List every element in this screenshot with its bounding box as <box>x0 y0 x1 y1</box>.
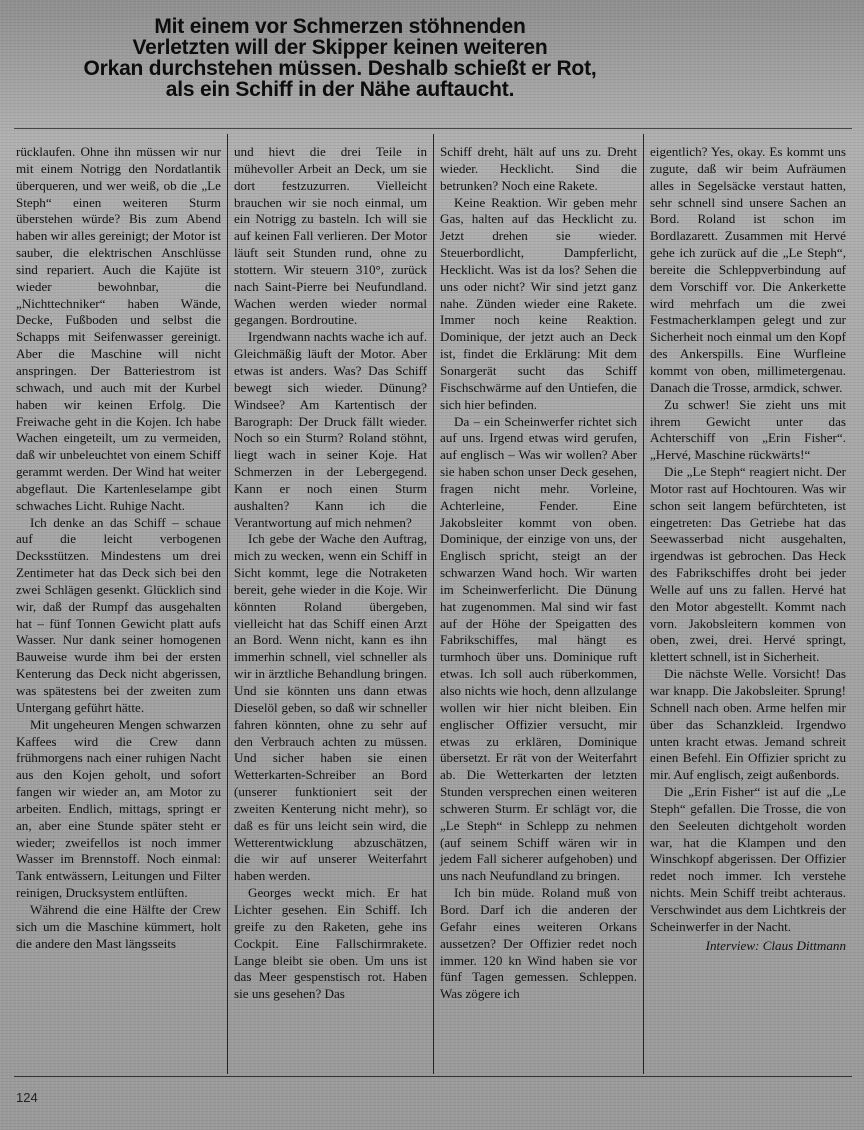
paragraph: Die nächste Welle. Vorsicht! Das war knapp. Die Jakobsleiter. Sprung! Schnell nach oben. Arme helfen mir über das Schanzkleid. Irgendwo unten kracht etwas. Jemand schreit einen Befehl. Ein Offizier spricht zu mir. Auf englisch, zeigt außenbords. <box>650 666 846 783</box>
author-credit: Interview: Claus Dittmann <box>705 937 846 953</box>
paragraph: Die „Le Steph“ reagiert nicht. Der Motor rast auf Hochtouren. Was wir schon seit langem befürchteten, ist eingetreten: Das Getriebe hat das Seewasserbad nicht ausgehalten, irgendwas ist gebrochen. Das Heck des Fabrikschiffes droht bei jeder Welle auf uns zu fallen. Hervé hat den Motor abgestellt. Kommt nach vorn. Jakobsleitern kommen von oben, zwei, drei. Hervé springt, klettert schnell, ist in Sicherheit. <box>650 464 846 665</box>
headline <box>60 16 620 100</box>
footer-rule <box>14 1076 852 1077</box>
paragraph: Keine Reaktion. Wir geben mehr Gas, halten auf das Hecklicht zu. Jetzt drehen sie wieder. Steuerbordlicht, Dampferlicht, Hecklicht. Was ist da los? Sehen die uns oder nicht? Wir sind jetzt ganz nahe. Zünden wieder eine Rakete. Immer noch keine Reaktion. Dominique, der jetzt auch an Deck ist, findet die Erklärung: Mit dem Sonargerät sucht das Schiff Fischschwärme auf den Untiefen, die sich hier befinden. <box>440 194 637 412</box>
paragraph: und hievt die drei Teile in mühevoller Arbeit an Deck, um sie dort festzuzurren. Vielleicht brauchen wir sie noch einmal, um ein Notrigg zu basteln. Ich will sie auf keinen Fall verlieren. Der Motor läuft seit Stunden rund, ohne zu stottern. Wir steuern 310°, zurück nach Saint-Pierre bei Neufundland. Wachen werden wieder normal gegangen. Bordroutine. <box>234 144 427 328</box>
paragraph: eigentlich? Yes, okay. Es kommt uns zugute, daß wir beim Aufräumen alles in Segelsäcke verstaut hatten, sehr schnell sind unsere Sachen an Bord. Roland ist schon im Bordlazarett. Zusammen mit Hervé gehe ich zurück auf die „Le Steph“, bereite die Schleppverbindung auf dem Vorschiff vor. Die Ankerkette wird mehrfach um die zwei Festmacherklampen gelegt und zur Sicherheit noch einmal um den Kopf des Ankerspills. Eine Wurfleine kommt von oben, millimetergenau. Danach die Trosse, armdick, schwer. <box>650 144 846 395</box>
paragraph: Während die eine Hälfte der Crew sich um die Maschine kümmert, holt die andere den Mast längsseits <box>16 901 221 951</box>
text-column-1 <box>14 134 227 1074</box>
paragraph: Schiff dreht, hält auf uns zu. Dreht wieder. Hecklicht. Sind die betrunken? Noch eine Rakete. <box>440 144 637 193</box>
paragraph: rücklaufen. Ohne ihn müssen wir nur mit einem Notrigg den Nordatlantik überqueren, und wer weiß, ob die „Le Steph“ einen weiteren Sturm überstehen würde? Bis zum Abend haben wir alles gereinigt; der Motor ist sauber, die elektrischen Anschlüsse sind repariert. Auch die Kajüte ist wieder bewohnbar, die „Nichttechniker“ haben Wände, Decke, Fußboden und selbst die Schapps mit Seifenwasser gereinigt. Aber die Maschine will nicht anspringen. Der Batteriestrom ist schwach, und auch mit der Kurbel haben wir keinen Erfolg. Die Freiwache geht in die Kojen. Ich habe Wachen eingeteilt, um zu vermeiden, daß wir unbeleuchtet von einem Schiff gerammt werden. Der Wind hat weiter abgeflaut. Die Kartenleselampe gibt schwaches Licht. Ruhige Nacht. <box>16 144 221 513</box>
paragraph: Mit ungeheuren Mengen schwarzen Kaffees wird die Crew dann frühmorgens nach einer ruhigen Nacht aus den Kojen geholt, und sofort fangen wir wieder an, am Motor zu arbeiten. Endlich, mittags, springt er an, aber eine Stunde später steht er wieder; zweifellos ist noch immer Wasser im Brennstoff. Noch einmal: Tank entwässern, Leitungen und Filter reinigen, Drucksystem entlüften. <box>16 716 221 901</box>
headline-line: Verletzten will der Skipper keinen weiteren <box>132 36 548 59</box>
paragraph: Zu schwer! Sie zieht uns mit ihrem Gewicht unter das Achterschiff von „Erin Fisher“. „Hervé, Maschine rückwärts!“ <box>650 396 846 463</box>
paragraph: Ich bin müde. Roland muß von Bord. Darf ich die anderen der Gefahr eines weiteren Orkans aussetzen? Der Offizier redet noch immer. 120 kn Wind haben sie vor fünf Tagen gemessen. Schleppen. Was zögere ich <box>440 885 637 1002</box>
page-number: 124 <box>16 1090 38 1105</box>
text-column-2 <box>227 134 433 1074</box>
headline-line: Orkan durchstehen müssen. Deshalb schießt er Rot, <box>83 57 597 80</box>
paragraph: Irgendwann nachts wache ich auf. Gleichmäßig läuft der Motor. Aber etwas ist anders. Was? Das Schiff bewegt sich wieder. Dünung? Windsee? Am Kartentisch der Barograph: Der Druck fällt wieder. Noch so ein Sturm? Roland stöhnt, liegt wach in seiner Koje. Hat Schmerzen in der Lebergegend. Kann er noch einen Sturm aushalten? Kann ich die Verantwortung auf mich nehmen? <box>234 329 427 530</box>
paragraph: Die „Erin Fisher“ ist auf die „Le Steph“ gefallen. Die Trosse, die von den Seeleuten dichtgeholt worden war, hat die Klampen und den Winschkopf abgerissen. Der Offizier redet noch immer. Ich verstehe nichts. Mein Schiff treibt achteraus. Verschwindet aus dem Lichtkreis der Scheinwerfer in der Nacht. <box>650 784 846 934</box>
top-rule <box>14 128 852 129</box>
text-column-3 <box>433 134 643 1074</box>
paragraph: Georges weckt mich. Er hat Lichter gesehen. Ein Schiff. Ich greife zu den Raketen, gehe ins Cockpit. Eine Fallschirmrakete. Lange bleibt sie oben. Um uns ist das Meer gespenstisch rot. Haben sie uns gesehen? Das <box>234 885 427 1002</box>
text-column-4 <box>643 134 852 1074</box>
headline-line: Mit einem vor Schmerzen stöhnenden <box>154 15 526 38</box>
paragraph: Da – ein Scheinwerfer richtet sich auf uns. Irgend etwas wird gerufen, auf englisch – Was wir wollen? Aber sie haben schon unser Deck gesehen, fragen nicht mehr. Vorleine, Achterleine, Fender. Eine Jakobsleiter kommt von oben. Dominique, der einzige von uns, der Englisch spricht, steigt an der schwarzen Wand hoch. Wir warten im Scheinwerferlicht. Die Dünung hat zugenommen. Mal sind wir fast auf der Höhe der Speigatten des Fabrikschiffes, mal hängt es turmhoch über uns. Dominique ruft etwas. Ich soll auch rüberkommen, also nichts wie hoch, denn allzulange wollen wir hier nicht bleiben. Ein englischer Offizier versucht, mir etwas zu erklären, Dominique übersetzt. Er rät von der Weiterfahrt ab. Die Wetterkarten der letzten Stunden versprechen einen weiteren schweren Sturm. Er schlägt vor, die „Le Steph“ in Schlepp zu nehmen (auf seinem Schiff wären wir in jedem Fall sicherer aufgehoben) und uns nach Neufundland zu bringen. <box>440 413 637 884</box>
article-body <box>14 134 852 1074</box>
paragraph: Ich denke an das Schiff – schaue auf die leicht verbogenen Decksstützen. Mindestens um drei Zentimeter hat das Deck sich bei den zwei Schlägen gesenkt. Glücklich sind wir, daß der Rumpf das ausgehalten hat – fünf Tonnen Gewicht platt aufs Wasser. Nur dank seiner homogenen Bauweise wurde ihm bei der ersten Kenterung das Deck nicht abgerissen, was spätestens bei der zweiten zum Untergang geführt hätte. <box>16 514 221 715</box>
headline-line: als ein Schiff in der Nähe auftaucht. <box>165 78 515 101</box>
paragraph: Ich gebe der Wache den Auftrag, mich zu wecken, wenn ein Schiff in Sicht kommt, lege die Notraketen bereit, gehe wieder in die Koje. Wir könnten Roland übergeben, vielleicht hat das Schiff einen Arzt an Bord. Wenn nicht, kann es ihn immerhin schnell, viel schneller als wir in ärztliche Behandlung bringen. Und sie könnten uns dann etwas Dieselöl geben, so daß wir schneller fahren könnten, ohne zu sehr auf den Verbrauch achten zu müssen. Und sicher haben sie einen Wetterkarten-Schreiber an Bord (unserer funktioniert seit der zweiten Kenterung nicht mehr), so daß es für uns leicht sein wird, die Wetterentwicklung abzuschätzen, die wir auf unserer Weiterfahrt haben werden. <box>234 531 427 884</box>
